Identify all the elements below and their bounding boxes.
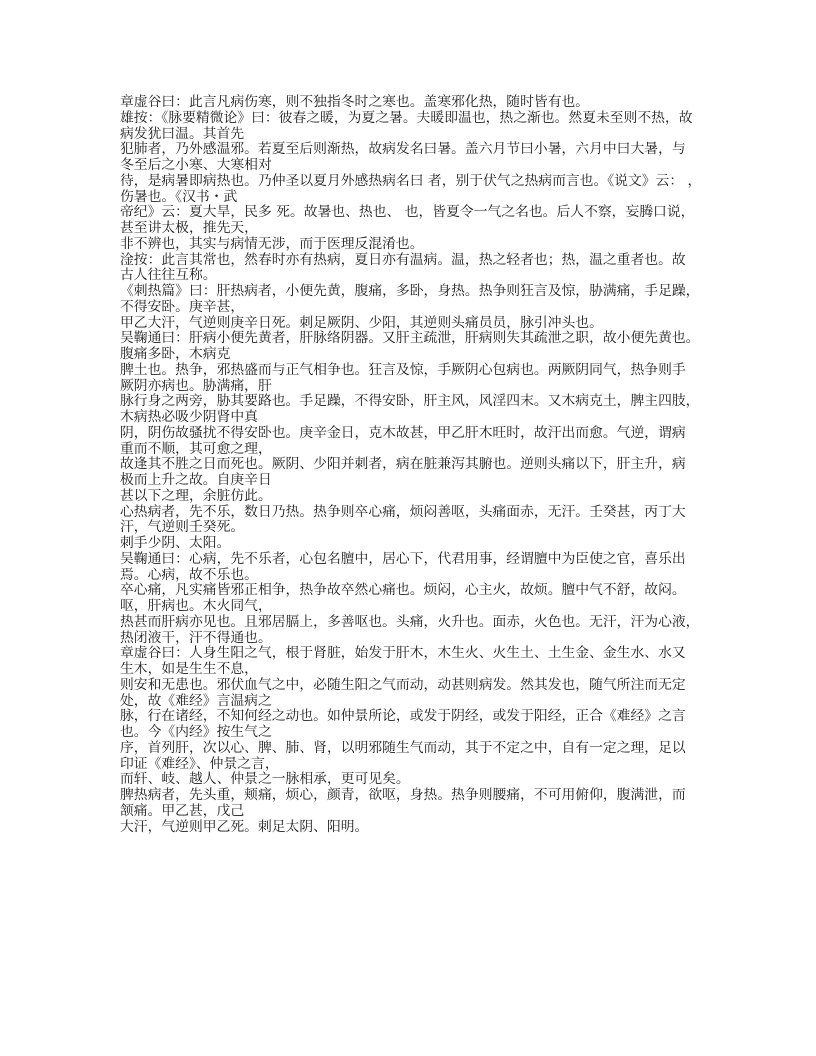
document-page bbox=[120, 95, 710, 835]
text-line: 刺手少阴、太阳。 bbox=[120, 535, 231, 551]
text-line: 而轩、岐、越人、仲景之一脉相承，更可见矣。 bbox=[120, 771, 410, 788]
text-line: 甲乙大汗，气逆则庚辛日死。刺足厥阴、少阳，其逆则头痛员员，脉引冲头也。 bbox=[120, 314, 603, 331]
text-line: 则安和无患也。邪伏血气之中，必随生阳之气而动，动甚则病发。然其发也，随气所注而无定 bbox=[120, 676, 686, 693]
text-line: 心热病者，先不乐，数日乃热。热争则卒心痛，烦闷善呕，头痛面赤，无汗。壬癸甚，丙丁大 bbox=[120, 503, 686, 520]
text-line: 吴鞠通曰：心病，先不乐者，心包名膻中，居心下，代君用事，经谓膻中为臣使之官，喜乐出 bbox=[120, 550, 686, 567]
text-line: 阴，阴伤故骚扰不得安卧也。庚辛金日，克木故甚，甲乙肝木旺时，故汗出而愈。气逆，谓病 bbox=[120, 424, 686, 441]
text-line: 热闭液干，汗不得通也。 bbox=[120, 629, 272, 646]
text-line: 雄按：《脉要精微论》曰：彼春之暖，为夏之暑。夫暖即温也，热之渐也。然夏未至则不热，故 bbox=[120, 109, 693, 126]
text-line: 犯肺者，乃外感温邪。若夏至后则渐热，故病发名曰暑。盖六月节曰小暑，六月中曰大暑，与 bbox=[120, 141, 686, 158]
text-line: 木病热必吸少阴肾中真 bbox=[120, 409, 258, 425]
text-line: 甚至讲太极，推先天， bbox=[120, 220, 258, 236]
text-line: 焉。心病，故不乐也。 bbox=[120, 566, 258, 583]
text-line: 也。今《内经》按生气之 bbox=[120, 724, 272, 740]
text-line: 生木，如是生生不息， bbox=[120, 661, 258, 677]
text-line: 卒心痛，凡实痛皆邪正相争，热争故卒然心痛也。烦闷，心主火，故烦。膻中气不舒，故闷。 bbox=[120, 582, 686, 599]
text-line: 章虚谷曰：人身生阳之气，根于肾脏，始发于肝木，木生火、火生土、土生金、金生水、水又 bbox=[120, 645, 686, 662]
text-line: 《刺热篇》曰：肝热病者，小便先黄，腹痛，多卧，身热。热争则狂言及惊，胁满痛，手足躁， bbox=[120, 283, 700, 299]
text-line: 故逢其不胜之日而死也。厥阴、少阳并刺者，病在脏兼泻其腑也。逆则头痛以下，肝主升，病 bbox=[120, 456, 686, 473]
text-line: 吴鞠通曰：肝病小便先黄者，肝脉络阴器。又肝主疏泄，肝病则失其疏泄之职，故小便先黄也。 bbox=[120, 330, 700, 347]
text-line: 甚以下之理，余脏仿此。 bbox=[120, 487, 272, 504]
text-line: 厥阴亦病也。胁满痛，肝 bbox=[120, 377, 272, 394]
text-line: 淦按：此言其常也，然春时亦有热病，夏日亦有温病。温，热之轻者也；热，温之重者也。故 bbox=[120, 251, 686, 268]
text-line: 脾土也。热争，邪热盛而与正气相争也。狂言及惊，手厥阴心包病也。两厥阴同气，热争则手 bbox=[120, 361, 686, 378]
text-line: 汗，气逆则壬癸死。 bbox=[120, 519, 245, 536]
text-line: 伤暑也。《汉书・武 bbox=[120, 188, 238, 205]
text-line: 非不辨也，其实与病情无涉，而于医理反混淆也。 bbox=[120, 235, 424, 252]
text-line: 颔痛。甲乙甚，戊己 bbox=[120, 802, 245, 819]
text-line: 腹痛多卧，木病克 bbox=[120, 346, 231, 362]
text-line: 病发犹曰温。其首先 bbox=[120, 125, 245, 142]
text-line: 章虚谷曰：此言凡病伤寒，则不独指冬时之寒也。盖寒邪化热，随时皆有也。 bbox=[120, 94, 590, 110]
text-line: 脉，行在诸经，不知何经之动也。如仲景所论，或发于阴经，或发于阳经，正合《难经》之言 bbox=[120, 708, 686, 725]
text-line: 不得安卧。庚辛甚， bbox=[120, 298, 245, 315]
text-line: 待，是病暑即病热也。乃仲圣以夏月外感热病名曰 者，别于伏气之热病而言也。《说文》云： ， bbox=[120, 172, 702, 189]
text-line: 大汗，气逆则甲乙死。刺足太阴、阳明。 bbox=[120, 818, 369, 835]
text-line: 脾热病者，先头重，颊痛，烦心，颜青，欲呕，身热。热争则腰痛，不可用俯仰，腹满泄，而 bbox=[120, 787, 686, 803]
text-line: 重而不顺，其可愈之理， bbox=[120, 440, 272, 457]
text-line: 热甚而肝病亦见也。且邪居膈上，多善呕也。头痛，火升也。面赤，火色也。无汗，汗为心液， bbox=[120, 613, 700, 630]
text-line: 脉行身之两旁，胁其要路也。手足躁，不得安卧，肝主风，风淫四末。又木病克土，脾主四肢， bbox=[120, 393, 700, 410]
text-line: 极而上升之故。自庚辛日 bbox=[120, 472, 272, 488]
text-line: 帝纪》云：夏大旱，民多 死。故暑也、热也、 也，皆夏令一气之名也。后人不察，妄腾口说， bbox=[120, 204, 695, 221]
text-line: 序，首列肝，次以心、脾、肺、肾，以明邪随生气而动，其于不定之中，自有一定之理，足以 bbox=[120, 739, 686, 756]
text-line: 呕，肝病也。木火同气， bbox=[120, 598, 272, 614]
text-line: 印证《难经》、仲景之言， bbox=[120, 755, 279, 772]
text-line: 处，故《难经》言温病之 bbox=[120, 692, 272, 709]
text-line: 古人往往互称。 bbox=[120, 267, 217, 284]
text-line: 冬至后之小寒、大寒相对 bbox=[120, 157, 272, 173]
